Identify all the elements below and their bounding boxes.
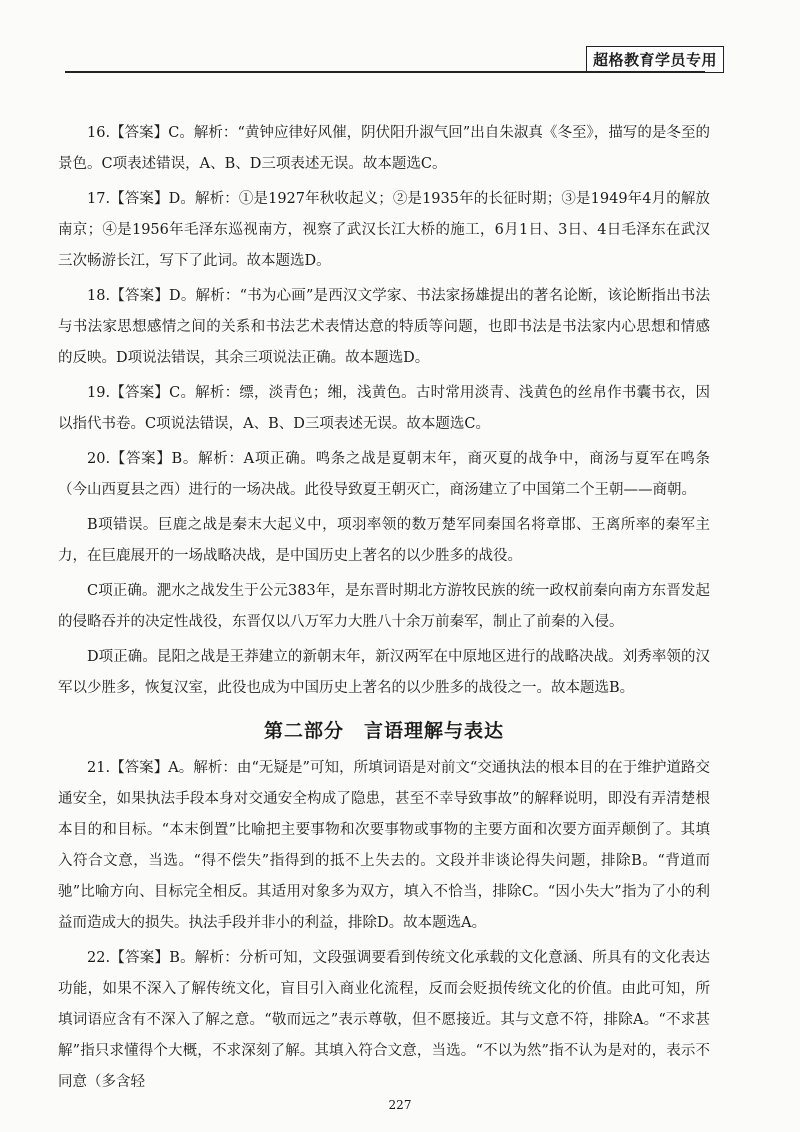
page-content (58, 118, 710, 1098)
header-badge: 超格教育学员专用 (586, 46, 724, 73)
answer-21: 21.【答案】A。解析：由“无疑是”可知，所填词语是对前文“交通执法的根本目的在于维护道路交通安全，如果执法手段本身对交通安全构成了隐患，甚至不幸导致事故”的解释说明，即没有弄清楚根本目的和目标。“本末倒置”比喻把主要事物和次要事物或事物的主要方面和次要方面弄颠倒了。其填入符合文意，当选。“得不偿失”指得到的抵不上失去的。文段并非谈论得失问题，排除B。“背道而驰”比喻方向、目标完全相反。其适用对象多为双方，填入不恰当，排除C。“因小失大”指为了小的利益而造成大的损失。执法手段并非小的利益，排除D。故本题选A。 (58, 760, 710, 931)
answer-20-option-b: B项错误。巨鹿之战是秦末大起义中，项羽率领的数万楚军同秦国名将章邯、王离所率的秦军主力，在巨鹿展开的一场战略决战，是中国历史上著名的以少胜多的战役。 (58, 517, 710, 564)
page-number: 227 (388, 1098, 412, 1112)
answer-22: 22.【答案】B。解析：分析可知，文段强调要看到传统文化承载的文化意涵、所具有的文化表达功能，如果不深入了解传统文化，盲目引入商业化流程，反而会贬损传统文化的价值。由此可知，所填词语应含有不深入了解之意。“敬而远之”表示尊敬，但不愿接近。其与文意不符，排除A。“不求甚解”指只求懂得个大概，不求深刻了解。其填入符合文意，当选。“不以为然”指不认为是对的，表示不同意（多含轻 (58, 950, 710, 1090)
answer-16: 16.【答案】C。解析：“黄钟应律好风催，阴伏阳升淑气回”出自朱淑真《冬至》，描写的是冬至的景色。C项表述错误，A、B、D三项表述无误。故本题选C。 (58, 125, 710, 172)
answer-20-option-c: C项正确。淝水之战发生于公元383年，是东晋时期北方游牧民族的统一政权前秦向南方东晋发起的侵略吞并的决定性战役，东晋仅以八万军力大胜八十余万前秦军，制止了前秦的入侵。 (58, 583, 710, 630)
section-title: 第二部分 言语理解与表达 (263, 720, 504, 742)
answer-19: 19.【答案】C。解析：缥，淡青色；缃，浅黄色。古时常用淡青、浅黄色的丝帛作书囊书衣，因以指代书卷。C项说法错误，A、B、D三项表述无误。故本题选C。 (58, 385, 710, 432)
answer-17: 17.【答案】D。解析：①是1927年秋收起义；②是1935年的长征时期；③是1949年4月的解放南京；④是1956年毛泽东巡视南方，视察了武汉长江大桥的施工，6月1日、3日、4日毛泽东在武汉三次畅游长江，写下了此词。故本题选D。 (58, 191, 710, 269)
answer-20: 20.【答案】B。解析：A项正确。鸣条之战是夏朝末年，商灭夏的战争中，商汤与夏军在鸣条（今山西夏县之西）进行的一场决战。此役导致夏王朝灭亡，商汤建立了中国第二个王朝——商朝。 (58, 451, 710, 498)
answer-20-option-d: D项正确。昆阳之战是王莽建立的新朝末年，新汉两军在中原地区进行的战略决战。刘秀率领的汉军以少胜多，恢复汉室，此役也成为中国历史上著名的以少胜多的战役之一。故本题选B。 (58, 649, 710, 696)
header-rule (65, 71, 705, 73)
answer-18: 18.【答案】D。解析：“书为心画”是西汉文学家、书法家扬雄提出的著名论断，该论断指出书法与书法家思想感情之间的关系和书法艺术表情达意的特质等问题，也即书法是书法家内心思想和情感的反映。D项说法错误，其余三项说法正确。故本题选D。 (58, 288, 710, 366)
